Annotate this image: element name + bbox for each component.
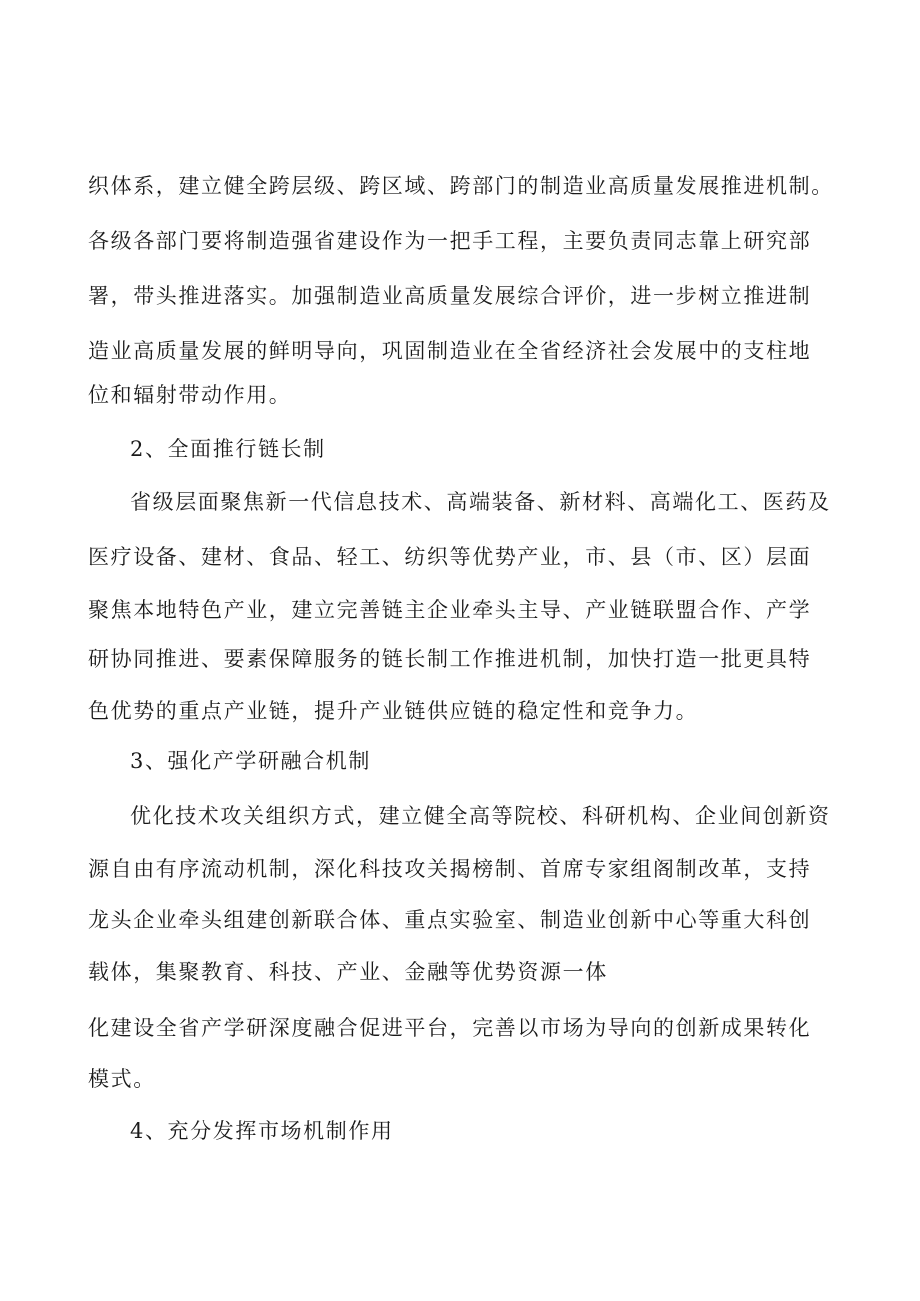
body-text-line: 源自由有序流动机制，深化科技攻关揭榜制、首席专家组阁制改革，支持 — [88, 857, 812, 881]
body-text-line: 织体系，建立健全跨层级、跨区域、跨部门的制造业高质量发展推进机制。 — [88, 174, 834, 198]
section-heading: 2、全面推行链长制 — [130, 437, 326, 461]
body-text-line: 署，带头推进落实。加强制造业高质量发展综合评价，进一步树立推进制 — [88, 284, 812, 308]
body-text-line: 优化技术攻关组织方式，建立健全高等院校、科研机构、企业间创新资 — [130, 804, 831, 828]
body-text-line: 各级各部门要将制造强省建设作为一把手工程，主要负责同志靠上研究部 — [88, 229, 812, 253]
body-text-line: 化建设全省产学研深度融合促进平台，完善以市场为导向的创新成果转化 — [88, 1016, 812, 1040]
body-text-line: 医疗设备、建材、食品、轻工、纺织等优势产业，市、县（市、区）层面 — [88, 545, 812, 569]
section-heading: 4、充分发挥市场机制作用 — [130, 1119, 394, 1143]
body-text-line: 载体，集聚教育、科技、产业、金融等优势资源一体 — [88, 960, 608, 984]
body-text-line: 研协同推进、要素保障服务的链长制工作推进机制，加快打造一批更具特 — [88, 647, 812, 671]
section-heading: 3、强化产学研融合机制 — [130, 749, 371, 773]
body-text-line: 聚焦本地特色产业，建立完善链主企业牵头主导、产业链联盟合作、产学 — [88, 598, 812, 622]
body-text-line: 造业高质量发展的鲜明导向，巩固制造业在全省经济社会发展中的支柱地 — [88, 339, 812, 363]
body-text-line: 省级层面聚焦新一代信息技术、高端装备、新材料、高端化工、医药及 — [130, 490, 831, 514]
body-text-line: 模式。 — [88, 1067, 156, 1091]
body-text-line: 位和辐射带动作用。 — [88, 383, 292, 407]
body-text-line: 色优势的重点产业链，提升产业链供应链的稳定性和竞争力。 — [88, 699, 699, 723]
body-text-line: 龙头企业牵头组建创新联合体、重点实验室、制造业创新中心等重大科创 — [88, 908, 812, 932]
